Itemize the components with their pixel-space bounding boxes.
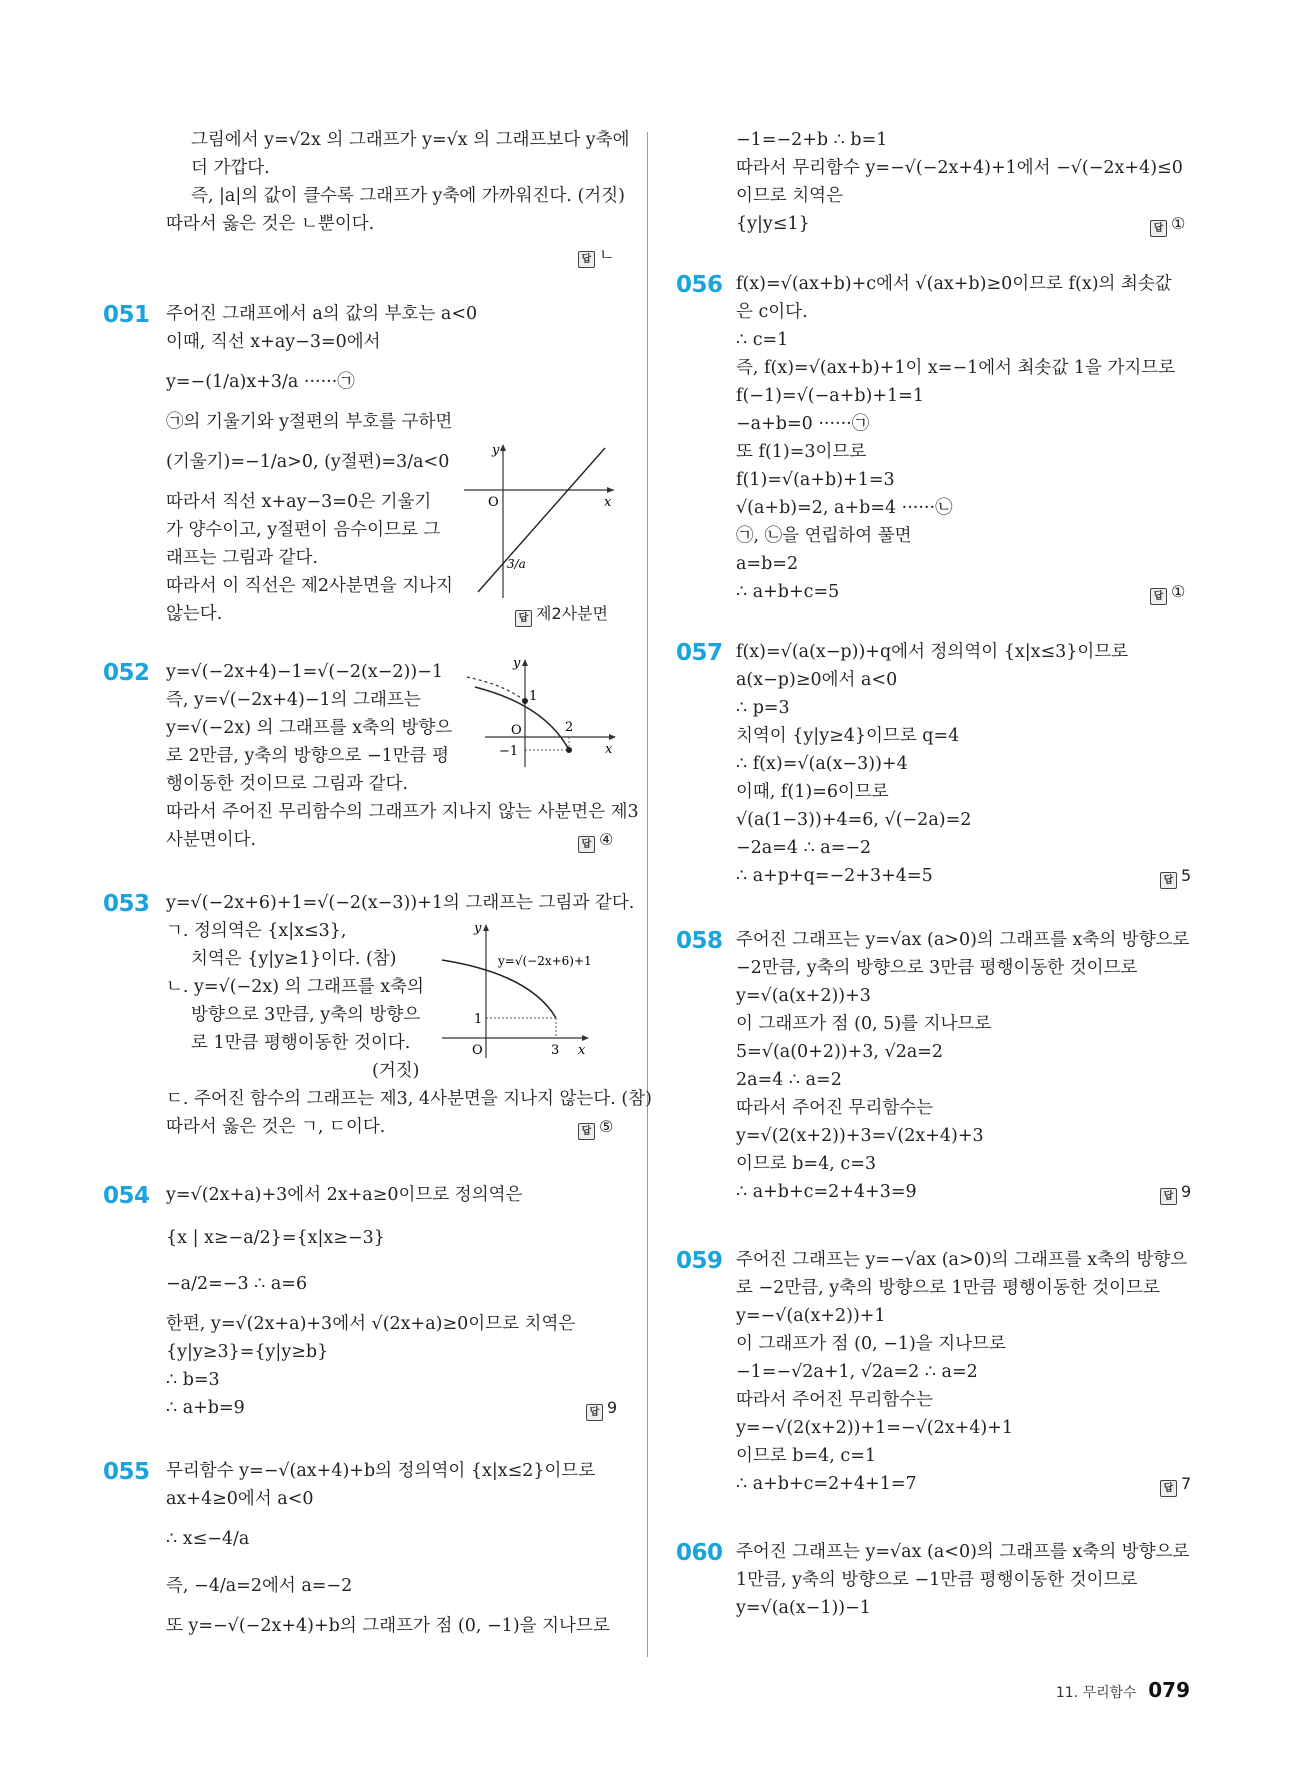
text-line: 따라서 이 직선은 제2사분면을 지나지 (166, 576, 453, 596)
equation-line: √(a(1−3))+4=6, √(−2a)=2 (736, 810, 972, 830)
axis-label-y: y (513, 656, 521, 671)
problem-number: 054 (103, 1183, 150, 1209)
text-line: y=√(−2x) 의 그래프를 x축의 방향으 (166, 718, 453, 738)
text-line: 따라서 직선 x+ay−3=0은 기울기 (166, 492, 432, 512)
equation-line: f(1)=√(a+b)+1=3 (736, 470, 895, 490)
text-line: 무리함수 y=−√(ax+4)+b의 정의역이 {x|x≤2}이므로 (166, 1461, 596, 1481)
answer-mark: 답 ① (1150, 580, 1185, 605)
origin-label: O (511, 723, 522, 738)
equation-line: a(x−p)≥0에서 a<0 (736, 670, 898, 690)
equation-line: y=√(−2x+4)−1=√(−2(x−2))−1 (166, 662, 444, 682)
equation-line: ∴ a+b+c=2+4+3=9 (736, 1182, 917, 1202)
problem-number: 058 (676, 928, 723, 954)
text-line: 않는다. (166, 604, 223, 624)
problem-number: 060 (676, 1540, 723, 1566)
tick-label: 3 (551, 1043, 560, 1058)
text-line: 이때, 직선 x+ay−3=0에서 (166, 332, 381, 352)
equation-line: ∴ a+p+q=−2+3+4=5 (736, 866, 933, 886)
equation-line: ∴ x≤−4/a (166, 1529, 250, 1549)
answer-mark: 답 ① (1150, 212, 1185, 237)
text-line: 따라서 주어진 무리함수는 (736, 1098, 934, 1118)
equation-line: y=−√(2(x+2))+1=−√(2x+4)+1 (736, 1418, 1014, 1438)
equation-line: ∴ c=1 (736, 330, 789, 350)
text-line: 이 그래프가 점 (0, −1)을 지나므로 (736, 1334, 1006, 1354)
text-line: 치역은 {y|y≥1}이다. (참) (191, 949, 397, 969)
equation-line: 이므로 b=4, c=3 (736, 1154, 877, 1174)
problem-number: 059 (676, 1248, 723, 1274)
problem-number: 052 (103, 660, 150, 686)
axis-label-x: x (604, 495, 612, 510)
line-graph-figure (460, 440, 620, 600)
text-line: y=√(2x+a)+3에서 2x+a≥0이므로 정의역은 (166, 1185, 523, 1205)
problem-number: 053 (103, 891, 150, 917)
page-number: 079 (1148, 1678, 1190, 1702)
text-line: ㉠, ㉡을 연립하여 풀면 (736, 526, 912, 546)
equation-line: f(−1)=√(−a+b)+1=1 (736, 386, 924, 406)
text-line: f(x)=√(a(x−p))+q에서 정의역이 {x|x≤3}이므로 (736, 642, 1129, 662)
equation-line: y=√(a(x+2))+3 (736, 986, 871, 1006)
text-line: −2만큼, y축의 방향으로 3만큼 평행이동한 것이므로 (736, 958, 1138, 978)
text-line: 더 가깝다. (191, 158, 270, 178)
equation-line: y=√(2(x+2))+3=√(2x+4)+3 (736, 1126, 984, 1146)
axis-label-y: y (474, 921, 482, 936)
equation-line: (기울기)=−1/a>0, (y절편)=3/a<0 (166, 452, 450, 472)
tick-label: 1 (474, 1012, 483, 1027)
answer-mark: 답 제2사분면 (515, 602, 608, 627)
text-line: 이므로 치역은 (736, 186, 843, 206)
answer-mark: 답 9 (1160, 1180, 1191, 1205)
text-line: 따라서 무리함수 y=−√(−2x+4)+1에서 −√(−2x+4)≤0 (736, 158, 1183, 178)
text-line: 한편, y=√(2x+a)+3에서 √(2x+a)≥0이므로 치역은 (166, 1314, 576, 1334)
problem-number: 057 (676, 640, 723, 666)
answer-icon: 답 (1160, 1188, 1177, 1205)
text-line: 방향으로 3만큼, y축의 방향으 (191, 1005, 421, 1025)
equation-line: {y|y≤1} (736, 214, 810, 234)
text-line: ㄷ. 주어진 함수의 그래프는 제3, 4사분면을 지나지 않는다. (참) (166, 1089, 652, 1109)
text-line: 로 −2만큼, y축의 방향으로 1만큼 평행이동한 것이므로 (736, 1278, 1160, 1298)
answer-icon: 답 (1150, 588, 1167, 605)
equation-line: y=√(a(x−1))−1 (736, 1598, 871, 1618)
text-line: 따라서 옳은 것은 ㄴ뿐이다. (166, 214, 375, 234)
text-line: 따라서 주어진 무리함수의 그래프가 지나지 않는 사분면은 제3 (166, 802, 639, 822)
equation-line: 5=√(a(0+2))+3, √2a=2 (736, 1042, 944, 1062)
problem-number: 051 (103, 302, 150, 328)
equation-line: ∴ a+b+c=2+4+1=7 (736, 1474, 917, 1494)
text-line: 가 양수이고, y절편이 음수이므로 그 (166, 520, 441, 540)
equation-line: ∴ p=3 (736, 698, 790, 718)
answer-mark: 답 5 (1160, 864, 1191, 889)
answer-mark: 답 7 (1160, 1472, 1191, 1497)
tick-label: 2 (565, 720, 574, 735)
text-line: 따라서 주어진 무리함수는 (736, 1390, 934, 1410)
axis-label-x: x (578, 1043, 586, 1058)
equation-line: −a/2=−3 ∴ a=6 (166, 1274, 308, 1294)
text-line: ㄴ. y=√(−2x) 의 그래프를 x축의 (166, 977, 424, 997)
equation-line: ∴ a+b+c=5 (736, 582, 840, 602)
answer-icon: 답 (578, 836, 595, 853)
equation-line: y=−√(a(x+2))+1 (736, 1306, 886, 1326)
text-line: 1만큼, y축의 방향으로 −1만큼 평행이동한 것이므로 (736, 1570, 1138, 1590)
origin-label: O (488, 495, 499, 510)
answer-mark: 답 ④ (578, 828, 613, 853)
equation-line: a=b=2 (736, 554, 799, 574)
tick-label: −1 (499, 744, 519, 759)
graph-figure-052 (455, 655, 620, 770)
answer-icon: 답 (1160, 1480, 1177, 1497)
equation-line: 이므로 b=4, c=1 (736, 1446, 877, 1466)
tick-label: 1 (529, 689, 538, 704)
text-line: f(x)=√(ax+b)+c에서 √(ax+b)≥0이므로 f(x)의 최솟값 (736, 274, 1172, 294)
text-line: 또 y=−√(−2x+4)+b의 그래프가 점 (0, −1)을 지나므로 (166, 1616, 610, 1636)
curve-label: y=√(−2x+6)+1 (498, 954, 592, 968)
text-line: 사분면이다. (166, 830, 257, 850)
text-line: 래프는 그림과 같다. (166, 548, 318, 568)
text-line: 이때, f(1)=6이므로 (736, 782, 889, 802)
equation-line: ∴ f(x)=√(a(x−3))+4 (736, 754, 908, 774)
text-line: 주어진 그래프는 y=−√ax (a>0)의 그래프를 x축의 방향으 (736, 1250, 1188, 1270)
equation-line: −1=−√2a+1, √2a=2 ∴ a=2 (736, 1362, 978, 1382)
chapter-label: 11. 무리함수 (1055, 1685, 1137, 1701)
text-line: 즉, |a|의 값이 클수록 그래프가 y축에 가까워진다. (거짓) (191, 186, 625, 206)
problem-number: 056 (676, 272, 723, 298)
answer-icon: 답 (586, 1404, 603, 1421)
equation-line: −a+b=0 ······㉠ (736, 414, 870, 434)
column-divider (647, 132, 648, 1657)
intercept-label: 3/a (507, 557, 526, 571)
answer-mark: 답 ㄴ (578, 243, 614, 268)
equation-line: ax+4≥0에서 a<0 (166, 1489, 314, 1509)
equation-line: ∴ a+b=9 (166, 1398, 245, 1418)
equation-line: ∴ b=3 (166, 1370, 220, 1390)
answer-icon: 답 (578, 251, 595, 268)
graph-figure-053 (440, 920, 625, 1060)
text-line: (거짓) (372, 1061, 420, 1081)
equation-line: −1=−2+b ∴ b=1 (736, 130, 888, 150)
text-line: 은 c이다. (736, 302, 808, 322)
answer-icon: 답 (1150, 220, 1167, 237)
page-footer (1056, 1678, 1190, 1702)
axis-label-y: y (492, 443, 500, 458)
text-line: ㄱ. 정의역은 {x|x≤3}, (166, 921, 347, 941)
equation-line: 즉, −4/a=2에서 a=−2 (166, 1576, 353, 1596)
answer-mark: 답 9 (586, 1396, 617, 1421)
equation-line: {x | x≥−a/2}={x|x≥−3} (166, 1228, 385, 1248)
text-line: 이 그래프가 점 (0, 5)를 지나므로 (736, 1014, 992, 1034)
text-line: 따라서 옳은 것은 ㄱ, ㄷ이다. (166, 1117, 386, 1137)
answer-mark: 답 ⑤ (578, 1115, 613, 1140)
text-line: 행이동한 것이므로 그림과 같다. (166, 774, 409, 794)
answer-icon: 답 (515, 610, 532, 627)
origin-label: O (472, 1043, 483, 1058)
text-line: 또 f(1)=3이므로 (736, 442, 867, 462)
equation-line: y=−(1/a)x+3/a ······㉠ (166, 372, 355, 392)
answer-icon: 답 (578, 1123, 595, 1140)
problem-number: 055 (103, 1459, 150, 1485)
equation-line: {y|y≥3}={y|y≥b} (166, 1342, 329, 1362)
text-line: 치역이 {y|y≥4}이므로 q=4 (736, 726, 960, 746)
text-line: 즉, y=√(−2x+4)−1의 그래프는 (166, 690, 421, 710)
equation-line: y=√(−2x+6)+1=√(−2(x−3))+1의 그래프는 그림과 같다. (166, 893, 635, 913)
text-line: 로 1만큼 평행이동한 것이다. (191, 1033, 411, 1053)
axis-label-x: x (605, 742, 613, 757)
text-line: 즉, f(x)=√(ax+b)+1이 x=−1에서 최솟값 1을 가지므로 (736, 358, 1176, 378)
text-line: 주어진 그래프는 y=√ax (a<0)의 그래프를 x축의 방향으로 (736, 1542, 1190, 1562)
answer-icon: 답 (1160, 872, 1177, 889)
text-line: ㉠의 기울기와 y절편의 부호를 구하면 (166, 412, 453, 432)
equation-line: −2a=4 ∴ a=−2 (736, 838, 872, 858)
equation-line: 2a=4 ∴ a=2 (736, 1070, 842, 1090)
text-line: 주어진 그래프에서 a의 값의 부호는 a<0 (166, 304, 478, 324)
text-line: 로 2만큼, y축의 방향으로 −1만큼 평 (166, 746, 450, 766)
text-line: 그림에서 y=√2x 의 그래프가 y=√x 의 그래프보다 y축에 (191, 130, 630, 150)
equation-line: √(a+b)=2, a+b=4 ······㉡ (736, 498, 953, 518)
text-line: 주어진 그래프는 y=√ax (a>0)의 그래프를 x축의 방향으로 (736, 930, 1190, 950)
